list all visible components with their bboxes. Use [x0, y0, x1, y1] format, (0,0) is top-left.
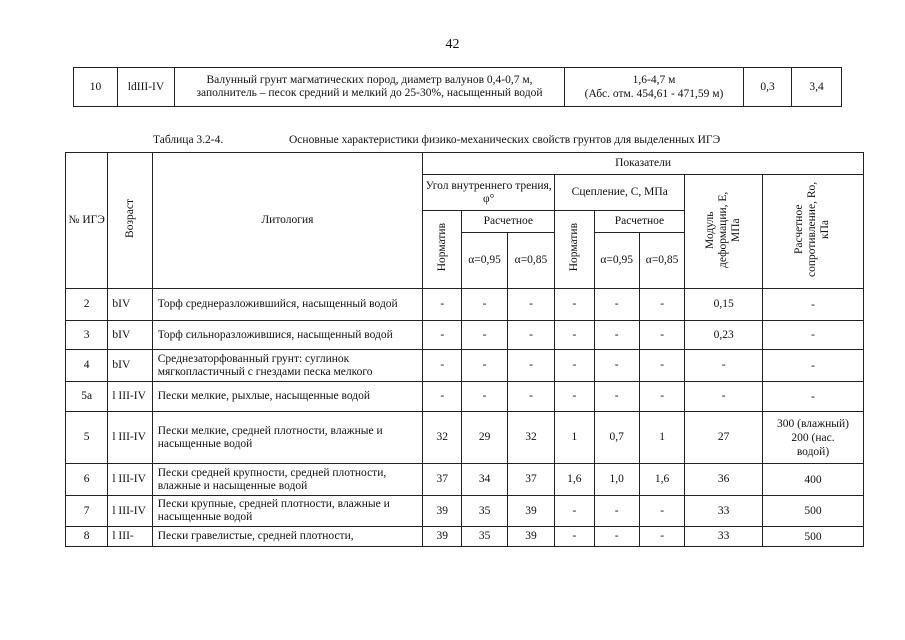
row-lithology: Пески средней крупности, средней плотности, влажные и насыщенные водой	[152, 464, 422, 496]
row-deformation-modulus: -	[685, 382, 763, 412]
row-design-resistance	[762, 289, 863, 321]
row-design-resistance	[762, 321, 863, 350]
row-phi-alpha-085: -	[507, 321, 554, 350]
row-phi-alpha-095: -	[462, 321, 507, 350]
table-row	[66, 350, 864, 382]
table-row	[74, 68, 842, 107]
row-design-resistance	[762, 412, 863, 464]
row-deformation-modulus: 0,15	[685, 289, 763, 321]
row-deformation-modulus: 36	[685, 464, 763, 496]
row-c-normative: -	[555, 350, 594, 382]
row-igeh-number: 4	[66, 350, 108, 382]
header-phi-alpha-095: α=0,95	[462, 233, 507, 289]
table-body	[66, 289, 864, 547]
row-c-normative: 1	[555, 412, 594, 464]
row-phi-alpha-085: 32	[507, 412, 554, 464]
row-c-alpha-085: -	[639, 527, 684, 547]
row-c-normative: -	[555, 321, 594, 350]
row-number: 10	[74, 68, 118, 107]
header-igeh-number: № ИГЭ	[66, 153, 108, 289]
row-c-alpha-085: -	[639, 350, 684, 382]
header-phi-calculated: Расчетное	[462, 211, 555, 233]
row-age: l III-IV	[108, 382, 152, 412]
previous-table-fragment	[73, 67, 842, 107]
header-deformation-modulus: Модуль деформации, Е, МПа	[685, 175, 763, 289]
row-c-normative: 1,6	[555, 464, 594, 496]
row-c-alpha-095: 1,0	[594, 464, 639, 496]
row-phi-alpha-085: -	[507, 289, 554, 321]
row-phi-normative: 37	[423, 464, 462, 496]
table-row	[66, 464, 864, 496]
row-lithology: Среднезаторфованный грунт: суглинок мягкопластичный с гнездами песка мелкого	[152, 350, 422, 382]
row-phi-alpha-095: 29	[462, 412, 507, 464]
row-phi-alpha-095: -	[462, 382, 507, 412]
row-age: l III-IV	[108, 496, 152, 527]
row-c-alpha-085: 1	[639, 412, 684, 464]
table-caption-title: Основные характеристики физико-механических свойств грунтов для выделенных ИГЭ	[289, 134, 721, 146]
row-phi-normative: -	[423, 350, 462, 382]
row-igeh-number: 5а	[66, 382, 108, 412]
row-phi-alpha-085: 39	[507, 527, 554, 547]
resistance-value-line: -	[811, 298, 815, 311]
row-phi-normative: -	[423, 382, 462, 412]
resistance-value-line: -	[811, 390, 815, 403]
row-c-alpha-095: -	[594, 321, 639, 350]
row-c-normative: -	[555, 496, 594, 527]
row-lithology: Валунный грунт магматических пород, диаметр валунов 0,4-0,7 м, заполнитель – песок средний и мелкий до 25-30%, насыщенный водой	[175, 68, 565, 107]
row-igeh-number: 5	[66, 412, 108, 464]
row-c-alpha-085: 1,6	[639, 464, 684, 496]
row-deformation-modulus: -	[685, 350, 763, 382]
row-c-alpha-085: -	[639, 321, 684, 350]
row-phi-alpha-085: -	[507, 350, 554, 382]
header-row-1	[66, 153, 864, 175]
header-design-resistance: Расчетное сопротивление, Ro, кПа	[762, 175, 863, 289]
header-indicators: Показатели	[423, 153, 864, 175]
row-design-resistance	[762, 464, 863, 496]
row-age: bIV	[108, 321, 152, 350]
table-row	[66, 289, 864, 321]
row-design-resistance	[762, 382, 863, 412]
row-c-normative: -	[555, 289, 594, 321]
row-c-alpha-085: -	[639, 382, 684, 412]
header-c-alpha-085: α=0,85	[639, 233, 684, 289]
row-deformation-modulus: 33	[685, 496, 763, 527]
row-c-normative: -	[555, 527, 594, 547]
row-lithology: Торф среднеразложившийся, насыщенный водой	[152, 289, 422, 321]
row-c-normative: -	[555, 382, 594, 412]
depth-abs-marks: (Абс. отм. 454,61 - 471,59 м)	[584, 88, 724, 100]
header-age: Возраст	[108, 153, 152, 289]
row-phi-alpha-085: 39	[507, 496, 554, 527]
row-phi-normative: 32	[423, 412, 462, 464]
soil-properties-table	[65, 152, 864, 547]
table-row	[66, 496, 864, 527]
header-c-calculated: Расчетное	[594, 211, 685, 233]
row-phi-normative: 39	[423, 496, 462, 527]
row-c-alpha-095: -	[594, 382, 639, 412]
row-value-1: 0,3	[744, 68, 792, 107]
row-value-2: 3,4	[792, 68, 842, 107]
header-c-alpha-095: α=0,95	[594, 233, 639, 289]
row-c-alpha-095: -	[594, 350, 639, 382]
row-igeh-number: 8	[66, 527, 108, 547]
resistance-value-line: 500	[804, 505, 822, 517]
row-deformation-modulus: 27	[685, 412, 763, 464]
row-deformation-modulus: 0,23	[685, 321, 763, 350]
row-igeh-number: 3	[66, 321, 108, 350]
resistance-value-line: 200 (нас.	[791, 431, 835, 444]
header-cohesion: Сцепление, С, МПа	[555, 175, 685, 211]
row-age: l III-	[108, 527, 152, 547]
resistance-value-line: -	[811, 329, 815, 341]
row-depth	[565, 68, 744, 107]
row-c-alpha-095: -	[594, 289, 639, 321]
row-design-resistance	[762, 496, 863, 527]
row-lithology: Торф сильноразложившися, насыщенный водой	[152, 321, 422, 350]
depth-range: 1,6-4,7 м	[632, 74, 676, 86]
header-c-normative: Норматив	[555, 211, 594, 289]
row-age: ldIII-IV	[118, 68, 175, 107]
row-c-alpha-085: -	[639, 496, 684, 527]
row-phi-alpha-095: 35	[462, 496, 507, 527]
table-row	[66, 412, 864, 464]
row-age: l III-IV	[108, 464, 152, 496]
row-lithology: Пески мелкие, средней плотности, влажные и насыщенные водой	[152, 412, 422, 464]
row-design-resistance	[762, 350, 863, 382]
resistance-value-line: 300 (влажный)	[777, 417, 849, 430]
resistance-value-line: 400	[804, 473, 822, 486]
row-age: l III-IV	[108, 412, 152, 464]
table-caption-label: Таблица 3.2-4.	[153, 134, 224, 146]
row-phi-alpha-085: 37	[507, 464, 554, 496]
row-phi-alpha-095: 34	[462, 464, 507, 496]
row-lithology: Пески крупные, средней плотности, влажные и насыщенные водой	[152, 496, 422, 527]
page-number: 42	[445, 37, 460, 52]
row-deformation-modulus: 33	[685, 527, 763, 547]
row-phi-normative: -	[423, 321, 462, 350]
row-phi-normative: 39	[423, 527, 462, 547]
row-igeh-number: 2	[66, 289, 108, 321]
row-age: bIV	[108, 350, 152, 382]
row-lithology: Пески мелкие, рыхлые, насыщенные водой	[152, 382, 422, 412]
table-row	[66, 527, 864, 547]
header-phi-normative: Норматив	[423, 211, 462, 289]
row-phi-alpha-085: -	[507, 382, 554, 412]
resistance-value-line: -	[811, 359, 815, 372]
header-friction-angle: Угол внутреннего трения, φ°	[423, 175, 555, 211]
resistance-value-line: водой)	[796, 445, 830, 458]
row-phi-alpha-095: -	[462, 289, 507, 321]
header-lithology: Литология	[152, 153, 422, 289]
row-phi-alpha-095: 35	[462, 527, 507, 547]
row-age: bIV	[108, 289, 152, 321]
header-phi-alpha-085: α=0,85	[507, 233, 554, 289]
row-c-alpha-095: -	[594, 527, 639, 547]
row-igeh-number: 6	[66, 464, 108, 496]
row-design-resistance	[762, 527, 863, 547]
table-row	[66, 321, 864, 350]
resistance-value-line: 500	[804, 530, 822, 543]
row-phi-alpha-095: -	[462, 350, 507, 382]
row-phi-normative: -	[423, 289, 462, 321]
row-lithology: Пески гравелистые, средней плотности,	[152, 527, 422, 547]
row-c-alpha-085: -	[639, 289, 684, 321]
table-row	[66, 382, 864, 412]
row-c-alpha-095: 0,7	[594, 412, 639, 464]
row-c-alpha-095: -	[594, 496, 639, 527]
row-igeh-number: 7	[66, 496, 108, 527]
